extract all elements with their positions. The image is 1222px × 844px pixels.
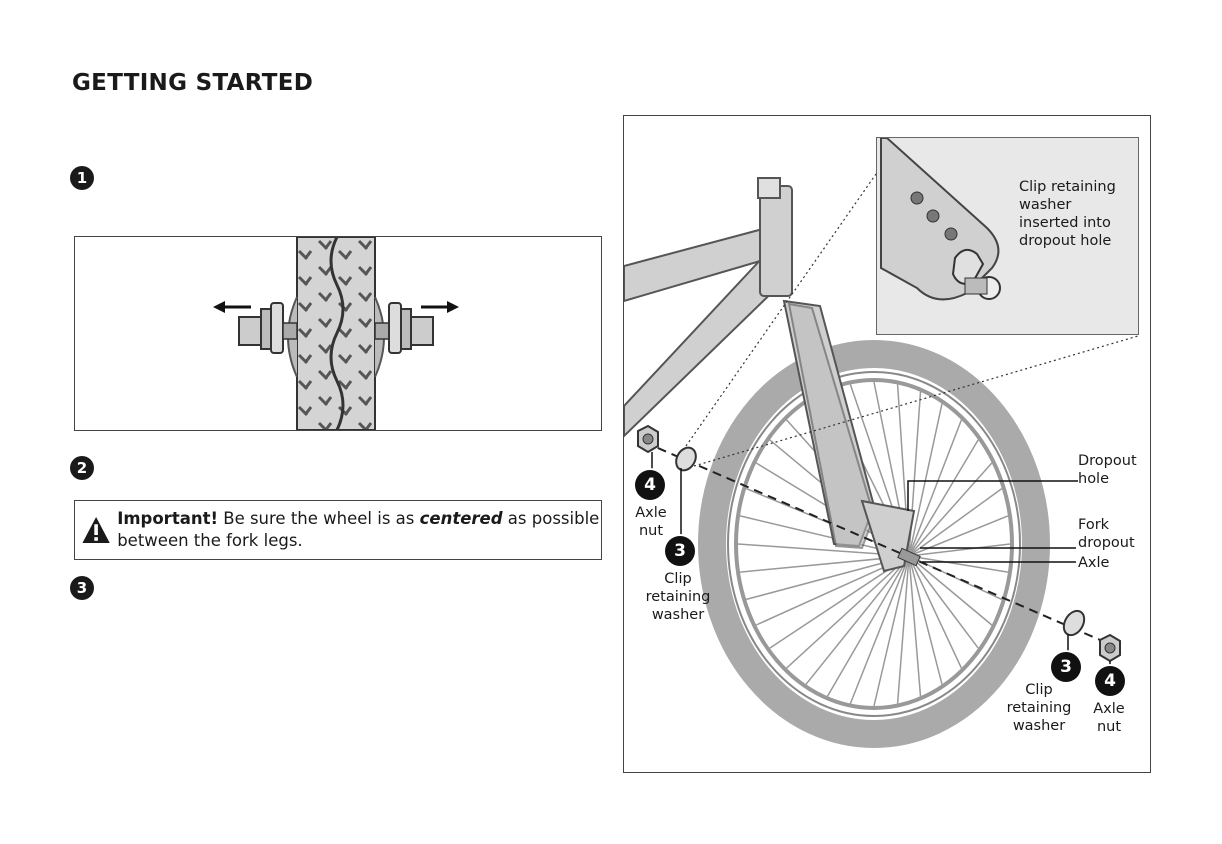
left-clip-washer-icon — [672, 444, 700, 474]
step-1-marker: 1 — [70, 166, 94, 190]
warning-text-a: Be sure the wheel is as — [218, 509, 420, 528]
axle-label: Axle — [1078, 555, 1110, 571]
step-3-marker: 3 — [70, 576, 94, 600]
arrow-left-icon — [213, 301, 251, 313]
inset-zoom-panel — [876, 137, 1139, 335]
right-nut-badge: 4 — [1095, 666, 1125, 696]
wheel-spoke — [909, 556, 978, 648]
tire-spacing-illustration — [75, 237, 601, 430]
left-axle-nut-part — [239, 317, 261, 345]
wheel-spoke — [828, 556, 910, 696]
fork-dropout-label: Fork dropout — [1078, 517, 1135, 551]
tire-spacing-figure — [74, 236, 602, 431]
arrow-right-icon — [421, 301, 459, 313]
left-axle-nut-label: Axle nut — [635, 505, 667, 539]
left-clip-washer-label: Clip retaining washer — [645, 571, 711, 623]
wheel-spoke — [909, 463, 992, 556]
wheel-spoke — [909, 556, 992, 625]
left-axle-nut-icon — [638, 426, 658, 452]
warning-box — [74, 500, 602, 560]
right-axle-nut-label: Axle nut — [1093, 701, 1125, 735]
right-axle-nut-part — [411, 317, 433, 345]
front-wheel — [712, 354, 1036, 734]
right-clip-badge: 3 — [1051, 652, 1081, 682]
warning-icon — [81, 510, 111, 550]
wheel-assembly-figure — [623, 115, 1151, 773]
inset-label: Clip retaining washer inserted into dropout hole — [1019, 179, 1116, 249]
warning-strong: Important! — [117, 509, 218, 528]
right-axle-nut-icon — [1100, 635, 1120, 661]
left-clip-badge: 3 — [665, 536, 695, 566]
left-nut-badge: 4 — [635, 470, 665, 500]
warning-emphasis: centered — [419, 509, 503, 528]
right-clip-washer-label: Clip retaining washer — [1006, 682, 1072, 734]
warning-text — [117, 508, 601, 552]
warning-text-b: as possible between the fork legs. — [117, 509, 600, 550]
page-title: GETTING STARTED — [72, 70, 314, 96]
dropout-hole-label: Dropout hole — [1078, 453, 1137, 487]
wheel-spoke — [909, 440, 978, 556]
step-2-marker: 2 — [70, 456, 94, 480]
